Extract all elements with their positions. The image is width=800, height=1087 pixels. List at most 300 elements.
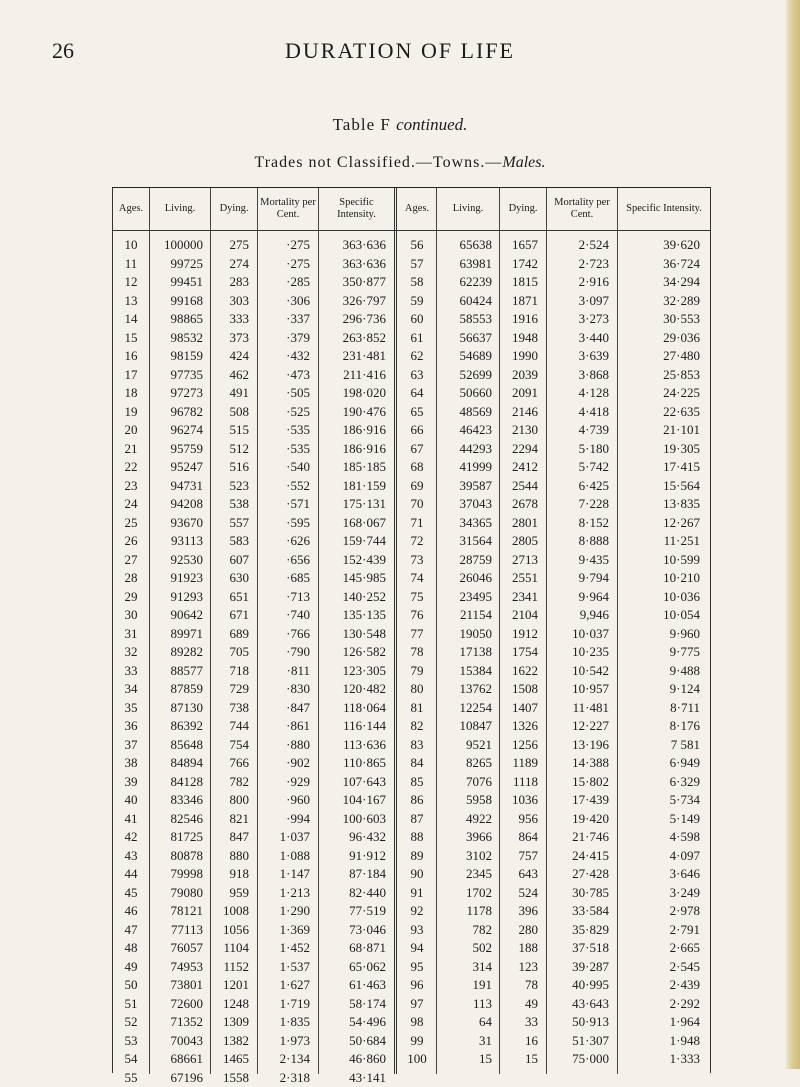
dying-cell: 1912 [500,625,538,644]
table-row [113,236,710,255]
living-cell: 74953 [150,958,203,977]
dying-cell: 303 [211,292,249,311]
intensity-cell: 2·791 [618,921,700,940]
intensity-cell: 198·020 [319,384,386,403]
table-row [113,810,710,829]
age-cell: 96 [398,976,436,995]
living-cell: 7076 [437,773,492,792]
dying-cell: 373 [211,329,249,348]
table-row [113,643,710,662]
dying-cell: 2294 [500,440,538,459]
intensity-cell: 350·877 [319,273,386,292]
dying-cell: 689 [211,625,249,644]
intensity-cell: 8·711 [618,699,700,718]
table-body [113,236,710,1087]
living-cell: 21154 [437,606,492,625]
header-ages: Ages. [113,188,149,230]
header-ages-right: Ages. [398,188,436,230]
intensity-cell: 10·599 [618,551,700,570]
mortality-cell: 1·369 [258,921,310,940]
header-intensity: Specific Intensity. [319,188,394,230]
dying-cell: 2551 [500,569,538,588]
mortality-cell: ·432 [258,347,310,366]
dying-cell: 123 [500,958,538,977]
table-row [113,421,710,440]
age-cell: 77 [398,625,436,644]
living-cell: 56637 [437,329,492,348]
living-cell: 98159 [150,347,203,366]
mortality-cell: 30·785 [547,884,609,903]
age-cell: 28 [113,569,149,588]
living-cell: 79080 [150,884,203,903]
age-cell: 32 [113,643,149,662]
intensity-cell: 87·184 [319,865,386,884]
mortality-cell: 1·088 [258,847,310,866]
living-cell: 46423 [437,421,492,440]
intensity-cell: 118·064 [319,699,386,718]
intensity-cell: 185·185 [319,458,386,477]
intensity-cell: 68·871 [319,939,386,958]
dying-cell: 1622 [500,662,538,681]
dying-cell: 2805 [500,532,538,551]
living-cell: 52699 [437,366,492,385]
mortality-cell: ·656 [258,551,310,570]
age-cell: 67 [398,440,436,459]
intensity-cell: 168·067 [319,514,386,533]
intensity-cell: 77·519 [319,902,386,921]
header-mortality: Mortality per Cent. [258,188,318,230]
age-cell: 92 [398,902,436,921]
age-cell: 15 [113,329,149,348]
dying-cell: 718 [211,662,249,681]
intensity-cell: 263·852 [319,329,386,348]
intensity-cell: 13·835 [618,495,700,514]
mortality-cell: 4·418 [547,403,609,422]
mortality-cell: 8·152 [547,514,609,533]
living-cell: 1702 [437,884,492,903]
mortality-cell: 1·147 [258,865,310,884]
table-header [113,188,710,231]
mortality-cell: 1·213 [258,884,310,903]
age-cell: 35 [113,699,149,718]
living-cell: 96782 [150,403,203,422]
living-cell: 68661 [150,1050,203,1069]
dying-cell: 2104 [500,606,538,625]
living-cell: 48569 [437,403,492,422]
dying-cell: 651 [211,588,249,607]
dying-cell: 1104 [211,939,249,958]
table-row [113,477,710,496]
table-title-continued: continued. [396,115,467,134]
age-cell: 12 [113,273,149,292]
table-row [113,736,710,755]
living-cell: 73801 [150,976,203,995]
intensity-cell: 296·736 [319,310,386,329]
mortality-cell: ·306 [258,292,310,311]
mortality-cell: ·880 [258,736,310,755]
living-cell: 85648 [150,736,203,755]
dying-cell: 607 [211,551,249,570]
age-cell: 64 [398,384,436,403]
dying-cell: 705 [211,643,249,662]
table-row [113,1013,710,1032]
mortality-cell: 37·518 [547,939,609,958]
intensity-cell: 21·101 [618,421,700,440]
living-cell: 67196 [150,1069,203,1087]
table-row [113,773,710,792]
living-cell: 76057 [150,939,203,958]
age-cell: 60 [398,310,436,329]
living-cell: 191 [437,976,492,995]
dying-cell: 630 [211,569,249,588]
dying-cell: 538 [211,495,249,514]
table-row [113,551,710,570]
dying-cell: 1558 [211,1069,249,1087]
mortality-cell: 9·794 [547,569,609,588]
mortality-cell: 13·196 [547,736,609,755]
dying-cell: 333 [211,310,249,329]
age-cell: 40 [113,791,149,810]
dying-cell: 2544 [500,477,538,496]
living-cell: 13762 [437,680,492,699]
living-cell: 87130 [150,699,203,718]
age-cell: 94 [398,939,436,958]
dying-cell: 1742 [500,255,538,274]
living-cell: 63981 [437,255,492,274]
age-cell: 93 [398,921,436,940]
living-cell: 100000 [150,236,203,255]
table-subtitle [0,154,800,172]
age-cell: 17 [113,366,149,385]
living-cell: 99451 [150,273,203,292]
intensity-cell: 24·225 [618,384,700,403]
mortality-cell: 50·913 [547,1013,609,1032]
table-row [113,699,710,718]
living-cell: 93113 [150,532,203,551]
mortality-cell: ·766 [258,625,310,644]
intensity-cell: 9·960 [618,625,700,644]
living-cell: 91293 [150,588,203,607]
table-subtitle-main: Trades not Classified.—Towns.— [255,154,503,171]
dying-cell: 78 [500,976,538,995]
intensity-cell: 2·545 [618,958,700,977]
age-cell: 71 [398,514,436,533]
age-cell: 50 [113,976,149,995]
intensity-cell: 22·635 [618,403,700,422]
age-cell: 66 [398,421,436,440]
mortality-cell: 9·435 [547,551,609,570]
mortality-cell: 40·995 [547,976,609,995]
living-cell: 83346 [150,791,203,810]
living-cell: 96274 [150,421,203,440]
age-cell: 72 [398,532,436,551]
dying-cell: 49 [500,995,538,1014]
living-cell: 86392 [150,717,203,736]
header-living-right: Living. [437,188,499,230]
mortality-cell: 75·000 [547,1050,609,1069]
dying-cell: 2091 [500,384,538,403]
mortality-cell: 19·420 [547,810,609,829]
intensity-cell: 6·329 [618,773,700,792]
mortality-cell: 39·287 [547,958,609,977]
intensity-cell: 211·416 [319,366,386,385]
age-cell: 13 [113,292,149,311]
living-cell: 28759 [437,551,492,570]
dying-cell: 754 [211,736,249,755]
intensity-cell: 363·636 [319,255,386,274]
header-dying: Dying. [211,188,257,230]
age-cell: 62 [398,347,436,366]
dying-cell: 2341 [500,588,538,607]
age-cell: 82 [398,717,436,736]
dying-cell: 757 [500,847,538,866]
mortality-cell: 24·415 [547,847,609,866]
table-row [113,939,710,958]
dying-cell: 1382 [211,1032,249,1051]
living-cell: 4922 [437,810,492,829]
intensity-cell: 3·646 [618,865,700,884]
dying-cell: 583 [211,532,249,551]
intensity-cell: 10·036 [618,588,700,607]
mortality-cell: ·790 [258,643,310,662]
mortality-cell: ·929 [258,773,310,792]
age-cell: 79 [398,662,436,681]
intensity-cell: 82·440 [319,884,386,903]
mortality-cell: ·595 [258,514,310,533]
mortality-cell: 2·318 [258,1069,310,1087]
dying-cell: 512 [211,440,249,459]
living-cell: 54689 [437,347,492,366]
mortality-cell: 1·037 [258,828,310,847]
age-cell: 65 [398,403,436,422]
mortality-cell: 21·746 [547,828,609,847]
dying-cell: 2801 [500,514,538,533]
table-row [113,1032,710,1051]
mortality-cell: ·525 [258,403,310,422]
living-cell: 81725 [150,828,203,847]
table-title-main: Table F [333,115,391,134]
header-dying-right: Dying. [500,188,546,230]
mortality-cell: 10·957 [547,680,609,699]
living-cell: 89282 [150,643,203,662]
intensity-cell: 1·333 [618,1050,700,1069]
table-row [113,662,710,681]
mortality-cell: 10·542 [547,662,609,681]
mortality-cell: 7·228 [547,495,609,514]
age-cell: 45 [113,884,149,903]
mortality-cell: ·337 [258,310,310,329]
dying-cell: 16 [500,1032,538,1051]
intensity-cell: 15·564 [618,477,700,496]
dying-cell: 1201 [211,976,249,995]
mortality-cell: 2·723 [547,255,609,274]
age-cell: 19 [113,403,149,422]
mortality-cell: ·552 [258,477,310,496]
age-cell: 90 [398,865,436,884]
mortality-cell: ·275 [258,255,310,274]
dying-cell: 1407 [500,699,538,718]
age-cell: 22 [113,458,149,477]
age-cell: 34 [113,680,149,699]
dying-cell: 766 [211,754,249,773]
intensity-cell: 5·734 [618,791,700,810]
living-cell: 78121 [150,902,203,921]
mortality-cell: ·740 [258,606,310,625]
age-cell: 83 [398,736,436,755]
living-cell: 60424 [437,292,492,311]
dying-cell: 729 [211,680,249,699]
intensity-cell: 1·948 [618,1032,700,1051]
intensity-cell: 5·149 [618,810,700,829]
table-row [113,255,710,274]
table-row [113,958,710,977]
dying-cell: 1256 [500,736,538,755]
living-cell: 80878 [150,847,203,866]
dying-cell: 1871 [500,292,538,311]
living-cell: 44293 [437,440,492,459]
dying-cell: 280 [500,921,538,940]
mortality-cell: 3·868 [547,366,609,385]
intensity-cell: 2·978 [618,902,700,921]
age-cell: 51 [113,995,149,1014]
intensity-cell: 135·135 [319,606,386,625]
dying-cell: 1990 [500,347,538,366]
dying-cell: 1754 [500,643,538,662]
age-cell: 86 [398,791,436,810]
mortality-cell: 1·452 [258,939,310,958]
age-cell: 75 [398,588,436,607]
living-cell: 99725 [150,255,203,274]
living-cell: 37043 [437,495,492,514]
living-cell: 31 [437,1032,492,1051]
mortality-cell: 1·719 [258,995,310,1014]
age-cell: 78 [398,643,436,662]
header-mortality-right: Mortality per Cent. [547,188,617,230]
intensity-cell: 43·141 [319,1069,386,1087]
table-row [113,384,710,403]
age-cell: 18 [113,384,149,403]
table-row [113,680,710,699]
dying-cell: 188 [500,939,538,958]
dying-cell: 918 [211,865,249,884]
living-cell: 89971 [150,625,203,644]
table-row [113,532,710,551]
table-title [0,115,800,135]
mortality-cell: 3·273 [547,310,609,329]
intensity-cell: 11·251 [618,532,700,551]
intensity-cell: 3·249 [618,884,700,903]
living-cell: 91923 [150,569,203,588]
mortality-cell: 8·888 [547,532,609,551]
page-number: 26 [52,38,74,64]
age-cell: 47 [113,921,149,940]
mortality-cell: 2·134 [258,1050,310,1069]
intensity-cell: 120·482 [319,680,386,699]
intensity-cell: 110·865 [319,754,386,773]
mortality-cell: 2·916 [547,273,609,292]
living-cell: 79998 [150,865,203,884]
intensity-cell: 2·292 [618,995,700,1014]
table-row [113,329,710,348]
intensity-cell: 25·853 [618,366,700,385]
living-cell: 84128 [150,773,203,792]
living-cell: 31564 [437,532,492,551]
dying-cell: 1916 [500,310,538,329]
mortality-cell: 17·439 [547,791,609,810]
living-cell: 58553 [437,310,492,329]
mortality-cell: ·960 [258,791,310,810]
intensity-cell: 58·174 [319,995,386,1014]
age-cell: 69 [398,477,436,496]
age-cell: 61 [398,329,436,348]
intensity-cell: 54·496 [319,1013,386,1032]
mortality-cell: ·685 [258,569,310,588]
age-cell: 89 [398,847,436,866]
dying-cell: 1189 [500,754,538,773]
intensity-cell: 50·684 [319,1032,386,1051]
living-cell: 87859 [150,680,203,699]
intensity-cell: 17·415 [618,458,700,477]
age-cell: 38 [113,754,149,773]
dying-cell: 2412 [500,458,538,477]
living-cell: 65638 [437,236,492,255]
mortality-cell: 1·835 [258,1013,310,1032]
dying-cell: 508 [211,403,249,422]
living-cell: 314 [437,958,492,977]
living-cell: 2345 [437,865,492,884]
intensity-cell: 104·167 [319,791,386,810]
intensity-cell: 123·305 [319,662,386,681]
age-cell: 16 [113,347,149,366]
living-cell: 62239 [437,273,492,292]
living-cell: 94208 [150,495,203,514]
age-cell: 57 [398,255,436,274]
age-cell: 80 [398,680,436,699]
mortality-cell: ·861 [258,717,310,736]
mortality-cell: 5·180 [547,440,609,459]
table-row [113,495,710,514]
age-cell: 23 [113,477,149,496]
mortality-cell: 3·097 [547,292,609,311]
intensity-cell: 145·985 [319,569,386,588]
dying-cell: 523 [211,477,249,496]
mortality-cell: 1·627 [258,976,310,995]
mortality-cell: ·275 [258,236,310,255]
living-cell: 15384 [437,662,492,681]
living-cell: 82546 [150,810,203,829]
intensity-cell: 113·636 [319,736,386,755]
header-intensity-right: Specific Intensity. [618,188,710,230]
mortality-cell: 15·802 [547,773,609,792]
table-row [113,921,710,940]
age-cell: 48 [113,939,149,958]
age-cell: 27 [113,551,149,570]
age-cell: 30 [113,606,149,625]
table-row [113,828,710,847]
table-row [113,884,710,903]
mortality-cell: 33·584 [547,902,609,921]
mortality-cell: ·811 [258,662,310,681]
mortality-cell: 14·388 [547,754,609,773]
dying-cell: 1008 [211,902,249,921]
intensity-cell: 36·724 [618,255,700,274]
living-cell: 1178 [437,902,492,921]
age-cell: 20 [113,421,149,440]
age-cell: 73 [398,551,436,570]
age-cell: 55 [113,1069,149,1087]
dying-cell: 800 [211,791,249,810]
living-cell: 782 [437,921,492,940]
